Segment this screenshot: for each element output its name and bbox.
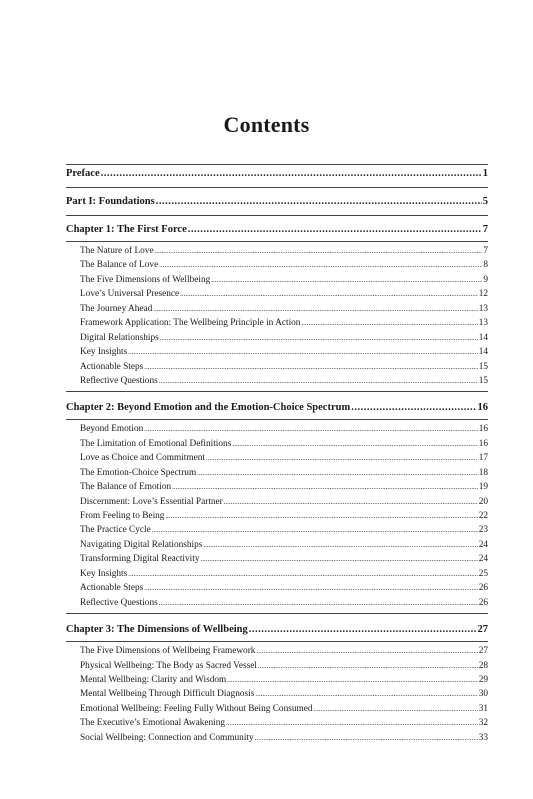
toc-entry-label: Key Insights [80, 568, 128, 579]
dot-leader [211, 273, 482, 287]
toc-section-entry[interactable] [66, 731, 488, 745]
toc-entry-chapter-2[interactable] [66, 399, 488, 417]
dot-leader [255, 731, 478, 745]
toc-page-number: 5 [482, 196, 488, 207]
dot-leader [160, 331, 478, 345]
toc-entry-label: Part I: Foundations [66, 196, 155, 207]
dot-leader [144, 360, 477, 374]
toc-page-number: 1 [482, 168, 488, 179]
toc-entry-label: Love as Choice and Commitment [80, 453, 205, 464]
toc-section-entry[interactable] [66, 596, 488, 610]
toc-page-number: 14 [478, 332, 488, 343]
dot-leader [256, 644, 477, 658]
toc-section-entry[interactable] [66, 509, 488, 523]
toc-entry-label: The Emotion-Choice Spectrum [80, 467, 197, 478]
toc-page-number: 26 [478, 597, 488, 608]
toc-entry-label: Framework Application: The Wellbeing Principle in Action [80, 318, 301, 329]
toc-page-number: 31 [478, 703, 488, 714]
toc-entry-label: Physical Wellbeing: The Body as Sacred Vessel [80, 660, 257, 671]
toc-section-entry[interactable] [66, 687, 488, 701]
chapter-2-sections [66, 422, 488, 610]
toc-page-number: 25 [478, 568, 488, 579]
toc-section-entry[interactable] [66, 538, 488, 552]
dot-leader [188, 221, 482, 239]
toc-entry-label: Beyond Emotion [80, 424, 144, 435]
dot-leader [152, 523, 478, 537]
toc-entry-part-1[interactable] [66, 193, 488, 211]
dot-leader [101, 165, 482, 183]
toc-entry-chapter-1[interactable] [66, 221, 488, 239]
toc-entry-label: From Feeling to Being [80, 511, 165, 521]
toc-entry-label: Navigating Digital Relationships [80, 539, 203, 550]
toc-page-number: 24 [478, 554, 488, 565]
toc-section-entry[interactable] [66, 466, 488, 480]
dot-leader [249, 621, 477, 639]
toc-entry-label: The Five Dimensions of Wellbeing [80, 274, 211, 285]
toc-entry-preface[interactable] [66, 165, 488, 183]
toc-entry-label: Digital Relationships [80, 332, 159, 343]
toc-section-entry[interactable] [66, 644, 488, 658]
toc-entry-label: The Balance of Emotion [80, 482, 172, 493]
toc-section-entry[interactable] [66, 480, 488, 494]
toc-page-number: 26 [478, 583, 488, 594]
toc-entry-chapter-3[interactable] [66, 621, 488, 639]
toc-page-number: 32 [478, 718, 488, 729]
dot-leader [203, 538, 477, 552]
toc-entry-label: Reflective Questions [80, 375, 158, 386]
toc-entry-label: Mental Wellbeing: Clarity and Wisdom [80, 674, 227, 685]
toc-page-number: 22 [478, 511, 488, 521]
dot-leader [144, 422, 477, 436]
toc-page-number: 7 [483, 246, 488, 256]
chapter-3-sections [66, 644, 488, 745]
toc-section-entry[interactable] [66, 374, 488, 388]
toc-section-entry[interactable] [66, 345, 488, 359]
toc-section-entry[interactable] [66, 581, 488, 595]
toc-page-number: 27 [477, 624, 488, 636]
dot-leader [159, 596, 478, 610]
dot-leader [206, 451, 478, 465]
dot-leader [226, 716, 478, 730]
toc-entry-label: Emotional Wellbeing: Feeling Fully Without Being Consumed [80, 703, 313, 714]
toc-section-entry[interactable] [66, 316, 488, 330]
toc-entry-label: Transforming Digital Reactivity [80, 554, 200, 565]
chapter-1-sections [66, 244, 488, 388]
toc-section-entry[interactable] [66, 422, 488, 436]
dot-leader [180, 287, 478, 301]
dot-leader [155, 244, 483, 258]
toc-entry-label: The Journey Ahead [80, 303, 153, 314]
toc-page-number: 28 [478, 660, 488, 671]
toc-entry-label: Discernment: Love’s Essential Partner [80, 496, 223, 507]
toc-page-number: 15 [478, 375, 488, 386]
toc-entry-label: Love’s Universal Presence [80, 289, 180, 300]
dot-leader [351, 399, 476, 417]
toc-section-entry[interactable] [66, 702, 488, 716]
toc-page-number: 8 [483, 260, 488, 271]
dot-leader [197, 466, 478, 480]
toc-page-number: 24 [478, 539, 488, 550]
toc-section-entry[interactable] [66, 673, 488, 687]
toc-page-number: 27 [478, 646, 488, 657]
toc-section-entry[interactable] [66, 495, 488, 509]
toc-section-entry[interactable] [66, 273, 488, 287]
toc-entry-label: The Balance of Love [80, 260, 159, 271]
dot-leader [156, 193, 482, 211]
toc-entry-label: The Practice Cycle [80, 525, 151, 536]
dot-leader [153, 302, 477, 316]
toc-entry-label: Chapter 2: Beyond Emotion and the Emotion-Choice Spectrum [66, 402, 351, 414]
dot-leader [232, 437, 477, 451]
toc-section-entry[interactable] [66, 451, 488, 465]
table-of-contents [66, 164, 488, 745]
toc-page-number: 15 [478, 361, 488, 372]
dot-leader [128, 345, 477, 359]
toc-page-number: 29 [478, 674, 488, 685]
toc-page-number: 13 [478, 318, 488, 329]
toc-section-entry[interactable] [66, 716, 488, 730]
toc-page-number: 12 [478, 289, 488, 300]
toc-page-number: 30 [478, 689, 488, 700]
toc-entry-label: Reflective Questions [80, 597, 158, 608]
dot-leader [159, 258, 482, 272]
toc-page-number: 33 [478, 732, 488, 743]
dot-leader [172, 480, 478, 494]
toc-section-entry[interactable] [66, 331, 488, 345]
toc-entry-label: Key Insights [80, 347, 128, 358]
toc-page-number: 18 [478, 467, 488, 478]
toc-section-entry[interactable] [66, 437, 488, 451]
toc-page-number: 17 [478, 453, 488, 464]
toc-section-entry[interactable] [66, 659, 488, 673]
dot-leader [255, 687, 477, 701]
toc-page-number: 23 [478, 525, 488, 536]
toc-page-number: 16 [477, 402, 488, 414]
toc-page-number: 7 [482, 224, 488, 235]
toc-page-number: 16 [478, 438, 488, 449]
toc-section-entry[interactable] [66, 302, 488, 316]
toc-section-entry[interactable] [66, 552, 488, 566]
dot-leader [200, 552, 477, 566]
toc-entry-label: Chapter 3: The Dimensions of Wellbeing [66, 624, 248, 636]
dot-leader [165, 509, 477, 523]
toc-page-number: 19 [478, 482, 488, 493]
dot-leader [128, 567, 477, 581]
toc-entry-label: Chapter 1: The First Force [66, 224, 187, 235]
dot-leader [314, 702, 478, 716]
dot-leader [301, 316, 477, 330]
toc-section-entry[interactable] [66, 360, 488, 374]
toc-page-number: 9 [483, 274, 488, 285]
toc-page-number: 16 [478, 424, 488, 435]
toc-section-entry[interactable] [66, 258, 488, 272]
toc-entry-label: Preface [66, 168, 100, 179]
toc-page-number: 20 [478, 496, 488, 507]
toc-entry-label: The Nature of Love [80, 246, 154, 256]
toc-page-number: 14 [478, 347, 488, 358]
toc-page-number: 13 [478, 303, 488, 314]
toc-section-entry[interactable] [66, 287, 488, 301]
page-title: Contents [223, 112, 310, 137]
dot-leader [227, 673, 477, 687]
toc-section-entry[interactable] [66, 244, 488, 258]
toc-section-entry[interactable] [66, 567, 488, 581]
dot-leader [144, 581, 477, 595]
dot-leader [159, 374, 478, 388]
toc-entry-label: The Limitation of Emotional Definitions [80, 438, 232, 449]
dot-leader [224, 495, 478, 509]
toc-entry-label: The Executive’s Emotional Awakening [80, 718, 226, 729]
toc-entry-label: The Five Dimensions of Wellbeing Framework [80, 646, 256, 657]
toc-entry-label: Mental Wellbeing Through Difficult Diagnosis [80, 689, 255, 700]
dot-leader [258, 659, 478, 673]
toc-entry-label: Social Wellbeing: Connection and Community [80, 732, 254, 743]
toc-entry-label: Actionable Steps [80, 361, 144, 372]
toc-section-entry[interactable] [66, 523, 488, 537]
toc-entry-label: Actionable Steps [80, 583, 144, 594]
